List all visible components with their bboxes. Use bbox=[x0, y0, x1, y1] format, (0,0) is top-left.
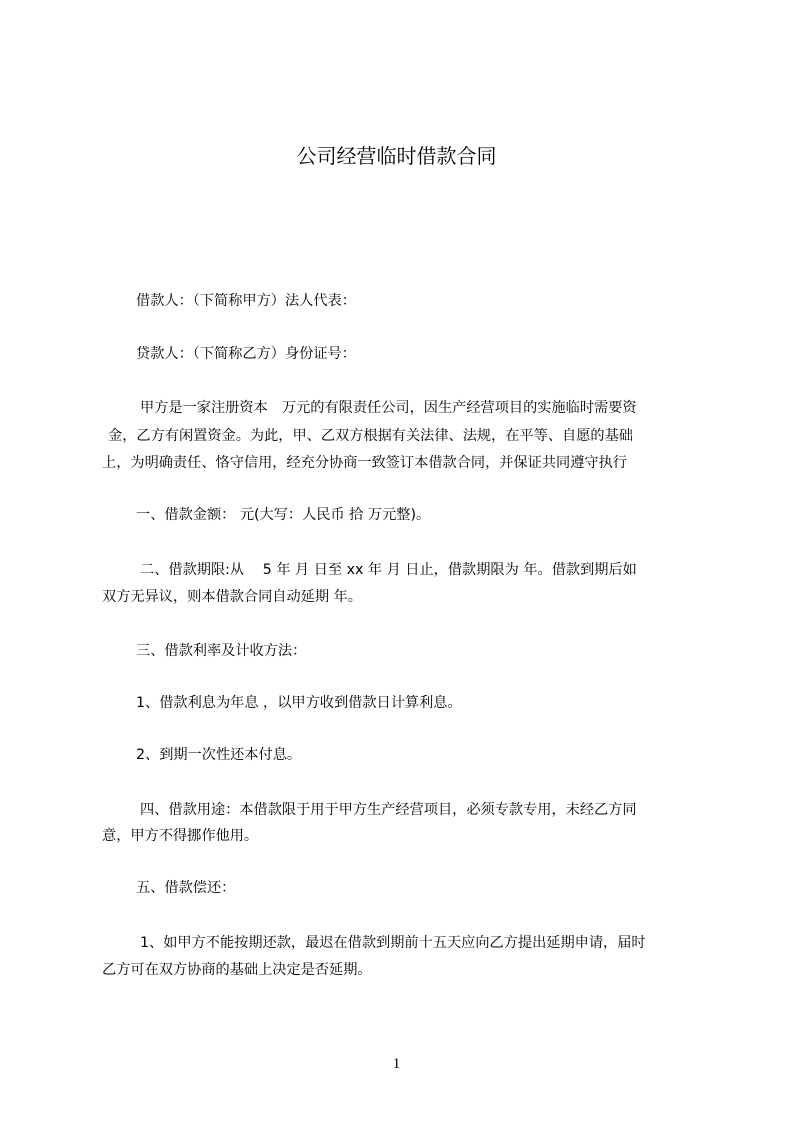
intro-line-1: 甲方是一家注册资本 万元的有限责任公司，因生产经营项目的实施临时需要资 bbox=[140, 400, 637, 416]
rate-heading: 三、借款利率及计收方法： bbox=[136, 643, 307, 659]
lender-line: 贷款人：（下简称乙方）身份证号： bbox=[136, 346, 356, 362]
loan-amount-clause: 一、借款金额： 元(大写：人民币 拾 万元整)。 bbox=[136, 507, 431, 523]
intro-line-2: 金，乙方有闲置资金。为此，甲、乙双方根据有关法律、法规，在平等、自愿的基础 bbox=[108, 428, 633, 444]
repayment-item-1-line-1: 1、如甲方不能按期还款，最迟在借款到期前十五天应向乙方提出延期申请，届时 bbox=[140, 935, 646, 951]
repayment-item-1-line-2: 乙方可在双方协商的基础上决定是否延期。 bbox=[102, 962, 372, 978]
loan-term-line-2: 双方无异议，则本借款合同自动延期 年。 bbox=[102, 589, 362, 605]
page-number: 1 bbox=[392, 1056, 401, 1072]
repayment-heading: 五、借款偿还： bbox=[136, 880, 236, 896]
rate-item-2: 2、到期一次性还本付息。 bbox=[136, 747, 302, 763]
purpose-line-1: 四、借款用途：本借款限于用于甲方生产经营项目，必须专款专用，未经乙方同 bbox=[140, 802, 637, 818]
purpose-line-2: 意，甲方不得挪作他用。 bbox=[102, 828, 259, 844]
borrower-line: 借款人：（下简称甲方）法人代表： bbox=[136, 293, 356, 309]
rate-item-1: 1、借款利息为年息 ，以甲方收到借款日计算利息。 bbox=[136, 695, 462, 711]
document-title: 公司经营临时借款合同 bbox=[296, 144, 497, 168]
loan-term-line-1: 二、借款期限:从 5 年 月 日至 xx 年 月 日止，借款期限为 年。借款到期后如 bbox=[140, 562, 637, 578]
intro-line-3: 上，为明确责任、恪守信用，经充分协商一致签订本借款合同，并保证共同遵守执行 bbox=[102, 455, 627, 471]
